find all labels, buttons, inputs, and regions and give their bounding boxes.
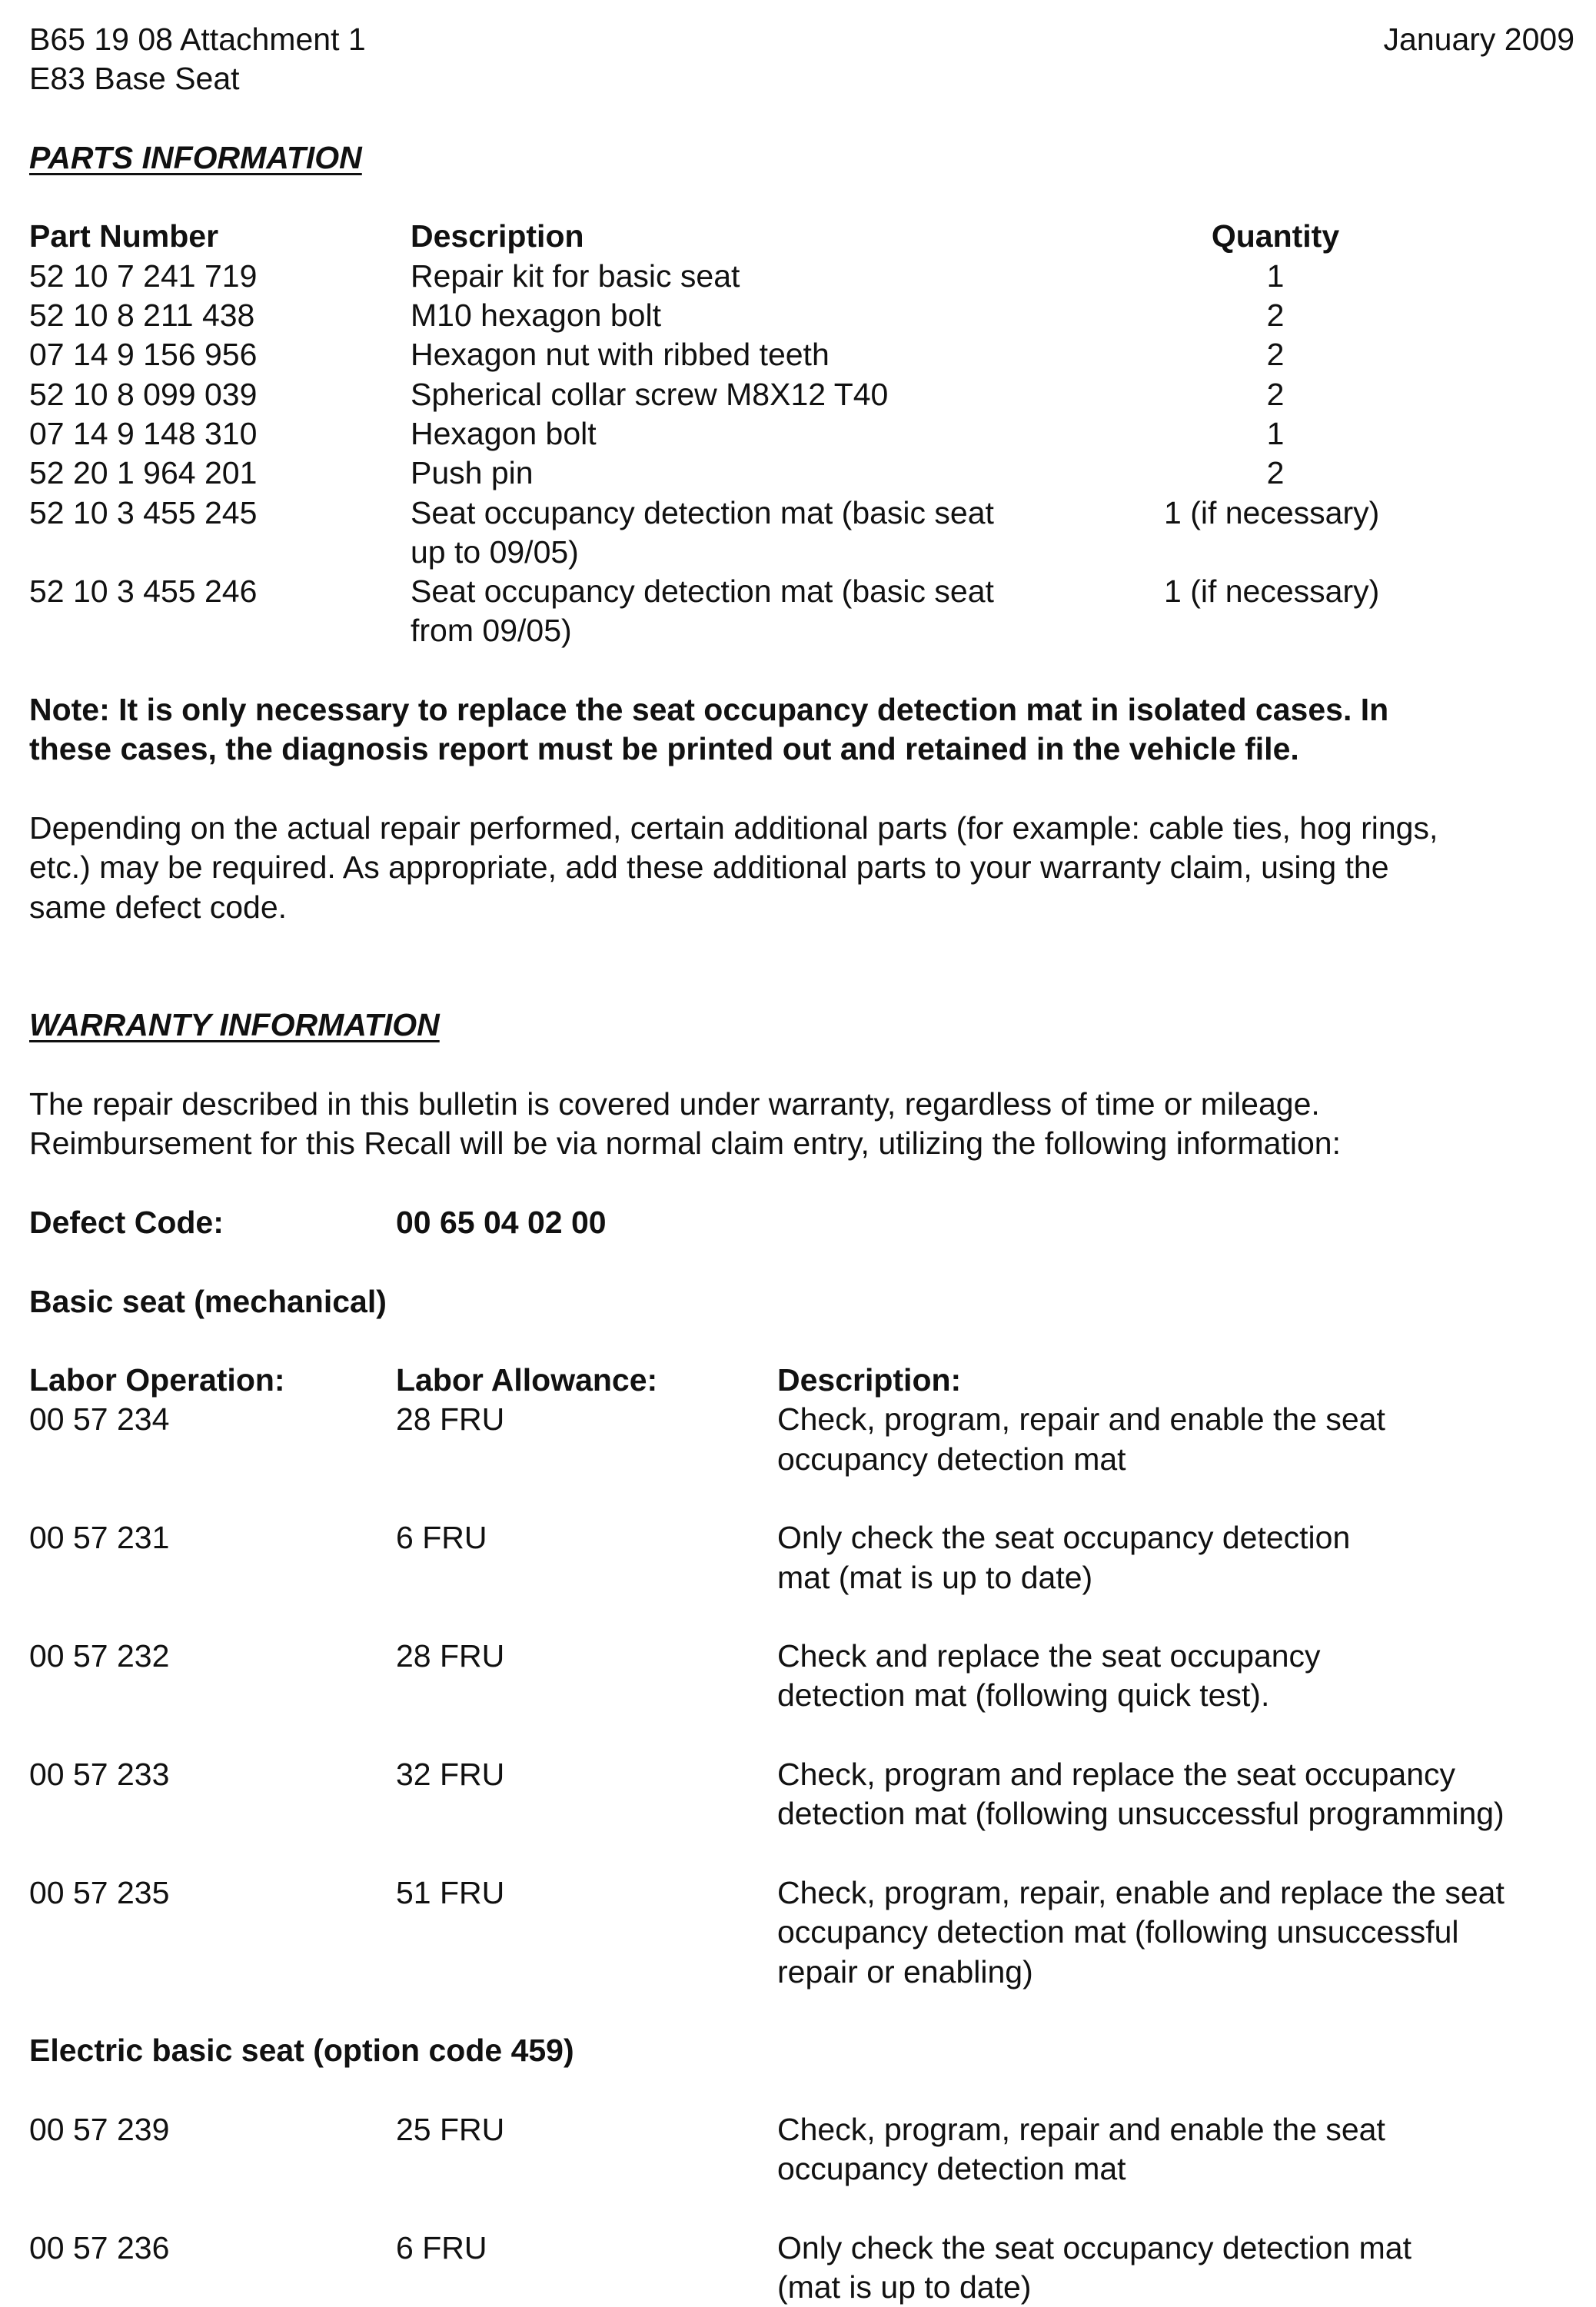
labor-row-line xyxy=(29,1637,1574,1676)
part-description: Push pin xyxy=(411,455,534,491)
doc-date: January 2009 xyxy=(1383,22,1574,57)
labor-description: occupancy detection mat xyxy=(777,1441,1126,1477)
additional-parts-paragraph xyxy=(29,809,1574,927)
parts-table-row xyxy=(29,494,1574,533)
labor-row-line xyxy=(29,1400,1574,1439)
note xyxy=(29,690,1574,770)
group-title-electric-seat: Electric basic seat (option code 459) xyxy=(29,2033,574,2069)
labor-row-line xyxy=(29,1913,1574,1952)
paragraph-line: Reimbursement for this Recall will be via normal claim entry, utilizing the following information: xyxy=(29,1125,1341,1162)
paragraph-line: same defect code. xyxy=(29,889,288,925)
labor-allowance xyxy=(396,2268,777,2307)
labor-operation: 00 57 239 xyxy=(29,2111,170,2147)
parts-table-body xyxy=(29,257,1574,651)
labor-operation: 00 57 236 xyxy=(29,2229,170,2265)
labor-allowance: 28 FRU xyxy=(396,1401,505,1438)
labor-description: Check, program and replace the seat occupancy xyxy=(777,1757,1456,1793)
part-description: Hexagon nut with ribbed teeth xyxy=(411,337,830,373)
part-description: Seat occupancy detection mat (basic seat xyxy=(411,494,994,530)
labor-row xyxy=(29,1755,1574,1834)
labor-description: occupancy detection mat (following unsuccessful xyxy=(777,1914,1459,1950)
part-quantity: 1 (if necessary) xyxy=(1164,573,1380,610)
labor-allowance xyxy=(396,1676,777,1715)
labor-operation: 00 57 234 xyxy=(29,1401,170,1438)
labor-description: Check, program, repair and enable the seat xyxy=(777,1401,1385,1438)
warranty-section-title: WARRANTY INFORMATION xyxy=(29,1007,440,1043)
part-number: 07 14 9 148 310 xyxy=(29,415,258,451)
parts-table-row xyxy=(29,611,1574,650)
labor-row xyxy=(29,2110,1574,2189)
header-row xyxy=(29,20,1574,59)
part-quantity: 1 xyxy=(1266,258,1285,294)
labor-operation xyxy=(29,2268,396,2307)
part-quantity: 1 xyxy=(1266,415,1285,451)
labor-description: Only check the seat occupancy detection xyxy=(777,1520,1351,1556)
labor-operation: 00 57 235 xyxy=(29,1874,170,1910)
labor-operation xyxy=(29,1558,396,1597)
labor-operation: 00 57 231 xyxy=(29,1520,170,1556)
part-description: up to 09/05) xyxy=(411,534,579,570)
part-description: Seat occupancy detection mat (basic seat xyxy=(411,573,994,610)
labor-row xyxy=(29,1637,1574,1716)
labor-table-basic-seat xyxy=(29,1400,1574,1991)
labor-description: Check, program, repair, enable and replace the seat xyxy=(777,1874,1505,1910)
part-number xyxy=(29,611,411,650)
part-number: 52 10 8 211 438 xyxy=(29,298,255,334)
labor-allowance: 32 FRU xyxy=(396,1757,505,1793)
note-line: these cases, the diagnosis report must be printed out and retained in the vehicle file. xyxy=(29,731,1299,767)
labor-operation xyxy=(29,1953,396,1992)
labor-allowance: 25 FRU xyxy=(396,2111,505,2147)
col-quantity: Quantity xyxy=(1211,218,1340,254)
labor-operation xyxy=(29,1913,396,1952)
paragraph-line: Depending on the actual repair performed, certain additional parts (for example: cable ties, hog rings, xyxy=(29,809,1438,846)
parts-table-header xyxy=(29,217,1574,256)
labor-row-line xyxy=(29,1755,1574,1794)
part-description: Hexagon bolt xyxy=(411,415,597,451)
labor-row-line xyxy=(29,2229,1574,2268)
labor-operation xyxy=(29,1440,396,1479)
labor-row xyxy=(29,2229,1574,2307)
labor-operation: 00 57 232 xyxy=(29,1638,170,1674)
parts-table-row xyxy=(29,375,1574,414)
labor-operation xyxy=(29,1794,396,1833)
warranty-intro xyxy=(29,1085,1574,1164)
col-labor-description: Description: xyxy=(777,1362,962,1398)
labor-description: mat (mat is up to date) xyxy=(777,1559,1093,1595)
labor-allowance xyxy=(396,1913,777,1952)
part-quantity: 2 xyxy=(1266,376,1285,412)
part-description: M10 hexagon bolt xyxy=(411,298,661,334)
doc-subtitle: E83 Base Seat xyxy=(29,61,240,97)
part-number: 52 20 1 964 201 xyxy=(29,455,258,491)
part-quantity: 2 xyxy=(1266,298,1285,334)
paragraph-line: The repair described in this bulletin is covered under warranty, regardless of time or mileage. xyxy=(29,1086,1320,1122)
part-description: Repair kit for basic seat xyxy=(411,258,740,294)
labor-allowance xyxy=(396,2149,777,2189)
part-number xyxy=(29,533,411,572)
labor-allowance: 6 FRU xyxy=(396,1520,487,1556)
document-page xyxy=(29,20,1574,2307)
labor-description: detection mat (following unsuccessful programming) xyxy=(777,1796,1505,1832)
parts-table-row xyxy=(29,296,1574,335)
part-quantity: 1 (if necessary) xyxy=(1164,494,1380,530)
labor-operation: 00 57 233 xyxy=(29,1757,170,1793)
labor-row-line xyxy=(29,2110,1574,2149)
labor-description: Check and replace the seat occupancy xyxy=(777,1638,1321,1674)
labor-table-electric-seat xyxy=(29,2110,1574,2307)
part-description: Spherical collar screw M8X12 T40 xyxy=(411,376,889,412)
doc-id: B65 19 08 Attachment 1 xyxy=(29,22,366,57)
labor-description: (mat is up to date) xyxy=(777,2269,1032,2305)
labor-allowance xyxy=(396,1794,777,1833)
labor-row-line xyxy=(29,2149,1574,2189)
part-description: from 09/05) xyxy=(411,613,572,649)
labor-allowance xyxy=(396,1558,777,1597)
labor-row-line xyxy=(29,1558,1574,1597)
paragraph-line: etc.) may be required. As appropriate, add these additional parts to your warranty claim, using the xyxy=(29,849,1389,886)
labor-row-line xyxy=(29,1518,1574,1557)
labor-allowance xyxy=(396,1440,777,1479)
labor-table-header xyxy=(29,1361,1574,1400)
labor-row xyxy=(29,1873,1574,1992)
labor-operation xyxy=(29,2149,396,2189)
labor-description: occupancy detection mat xyxy=(777,2151,1126,2187)
labor-row xyxy=(29,1518,1574,1597)
defect-code-value: 00 65 04 02 00 xyxy=(396,1204,607,1240)
labor-row-line xyxy=(29,2268,1574,2307)
col-description: Description xyxy=(411,218,584,254)
part-number: 52 10 7 241 719 xyxy=(29,258,258,294)
labor-row-line xyxy=(29,1873,1574,1913)
parts-table-row xyxy=(29,414,1574,454)
parts-table-row xyxy=(29,572,1574,611)
part-number: 52 10 8 099 039 xyxy=(29,376,258,412)
part-number: 07 14 9 156 956 xyxy=(29,337,258,373)
col-labor-operation: Labor Operation: xyxy=(29,1362,285,1398)
parts-table-row xyxy=(29,533,1574,572)
labor-description: Check, program, repair and enable the seat xyxy=(777,2111,1385,2147)
labor-description: repair or enabling) xyxy=(777,1953,1033,1990)
parts-section-title: PARTS INFORMATION xyxy=(29,139,362,175)
labor-description: detection mat (following quick test). xyxy=(777,1677,1270,1714)
parts-table-row xyxy=(29,335,1574,374)
part-number: 52 10 3 455 245 xyxy=(29,494,258,530)
labor-allowance: 51 FRU xyxy=(396,1874,505,1910)
col-labor-allowance: Labor Allowance: xyxy=(396,1362,658,1398)
group-title-basic-seat: Basic seat (mechanical) xyxy=(29,1283,387,1319)
parts-table-row xyxy=(29,454,1574,493)
defect-code-row xyxy=(29,1203,1574,1242)
part-quantity: 2 xyxy=(1266,337,1285,373)
note-line: Note: It is only necessary to replace the seat occupancy detection mat in isolated cases. In xyxy=(29,692,1389,728)
labor-row-line xyxy=(29,1440,1574,1479)
labor-operation xyxy=(29,1676,396,1715)
parts-table-row xyxy=(29,257,1574,296)
labor-allowance: 6 FRU xyxy=(396,2229,487,2265)
part-number: 52 10 3 455 246 xyxy=(29,573,258,610)
labor-allowance: 28 FRU xyxy=(396,1638,505,1674)
labor-row-line xyxy=(29,1676,1574,1715)
labor-allowance xyxy=(396,1953,777,1992)
labor-row xyxy=(29,1400,1574,1479)
part-quantity: 2 xyxy=(1266,455,1285,491)
labor-row-line xyxy=(29,1794,1574,1833)
labor-row-line xyxy=(29,1953,1574,1992)
defect-code-label: Defect Code: xyxy=(29,1204,224,1240)
col-part-number: Part Number xyxy=(29,218,219,254)
labor-description: Only check the seat occupancy detection mat xyxy=(777,2229,1412,2265)
